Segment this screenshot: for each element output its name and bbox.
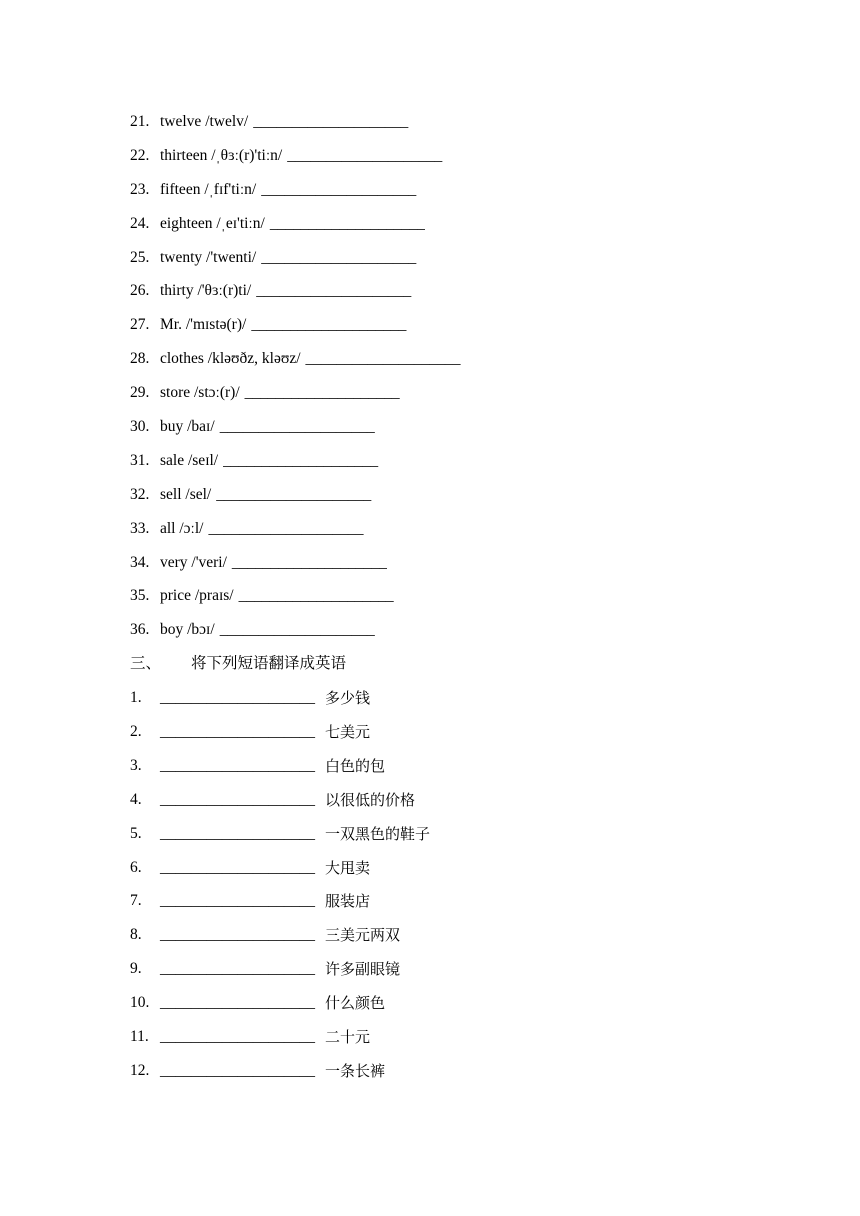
vocab-item (130, 450, 810, 484)
answer-blank: ____________________ (244, 384, 400, 402)
vocab-item (130, 585, 810, 619)
vocab-item-number: 27. (130, 316, 150, 334)
phrase-item-chinese: 以很低的价格 (325, 790, 416, 809)
answer-blank: ____________________ (160, 1061, 315, 1079)
phrase-item (130, 857, 810, 891)
phrase-item-number: 2. (130, 723, 142, 741)
vocab-item-word: boy /bɔɪ/ (160, 621, 215, 639)
section-heading (130, 653, 810, 687)
phrase-item (130, 789, 810, 823)
answer-blank: ____________________ (160, 723, 315, 741)
answer-blank: ____________________ (231, 553, 387, 571)
phrase-item-number: 6. (130, 858, 142, 876)
phrase-item-number: 11. (130, 1028, 149, 1046)
vocab-item (130, 179, 810, 213)
phrase-item-number: 7. (130, 892, 142, 910)
vocab-item (130, 213, 810, 247)
vocab-item-word: clothes /kləʊðz, kləʊz/ (160, 350, 301, 368)
vocab-item-word: buy /baɪ/ (160, 418, 215, 436)
vocab-item-number: 29. (130, 384, 150, 402)
vocab-item (130, 382, 810, 416)
vocab-item (130, 552, 810, 586)
answer-blank: ____________________ (160, 689, 315, 707)
answer-blank: ____________________ (160, 824, 315, 842)
answer-blank: ____________________ (251, 316, 407, 334)
vocab-item-number: 30. (130, 418, 150, 436)
phrase-item (130, 992, 810, 1026)
vocab-item-number: 36. (130, 621, 150, 639)
vocab-item-number: 31. (130, 451, 150, 469)
answer-blank: ____________________ (256, 282, 412, 300)
vocab-item-word: sale /seɪl/ (160, 451, 219, 469)
vocab-item-word: eighteen /ˌeɪ'tiːn/ (160, 214, 265, 232)
vocab-item-number: 32. (130, 485, 150, 503)
phrase-item-chinese: 二十元 (325, 1028, 371, 1047)
phrase-item-chinese: 许多副眼镜 (325, 960, 401, 979)
vocab-item (130, 619, 810, 653)
vocab-item-number: 23. (130, 180, 150, 198)
answer-blank: ____________________ (238, 587, 394, 605)
vocab-item-number: 26. (130, 282, 150, 300)
vocab-item-word: all /ɔːl/ (160, 519, 204, 537)
vocab-item (130, 111, 810, 145)
vocab-item-word: twelve /twelv/ (160, 113, 249, 130)
vocab-item (130, 518, 810, 552)
vocab-item-word: thirty /'θɜː(r)ti/ (160, 282, 252, 300)
phrase-item (130, 958, 810, 992)
vocab-item (130, 416, 810, 450)
phrase-item (130, 924, 810, 958)
answer-blank: ____________________ (160, 926, 315, 944)
answer-blank: ____________________ (253, 113, 409, 130)
vocab-item (130, 314, 810, 348)
vocab-item-number: 35. (130, 587, 150, 605)
phrase-item (130, 1060, 810, 1094)
phrase-item-chinese: 多少钱 (325, 689, 371, 708)
vocab-item-word: store /stɔː(r)/ (160, 384, 240, 402)
answer-blank: ____________________ (305, 350, 461, 368)
vocab-list (130, 111, 810, 653)
phrase-item (130, 1026, 810, 1060)
vocab-item-word: sell /sel/ (160, 485, 212, 503)
section-title: 将下列短语翻译成英语 (191, 655, 347, 673)
phrase-item-number: 1. (130, 689, 142, 707)
answer-blank: ____________________ (160, 1028, 315, 1046)
vocab-item-number: 22. (130, 146, 150, 164)
answer-blank: ____________________ (160, 994, 315, 1012)
worksheet-content (130, 111, 810, 1094)
phrase-item-chinese: 大甩卖 (325, 858, 371, 877)
answer-blank: ____________________ (223, 451, 379, 469)
phrase-item-chinese: 七美元 (325, 723, 371, 742)
phrase-list (130, 687, 810, 1094)
answer-blank: ____________________ (160, 756, 315, 774)
vocab-item-word: price /praɪs/ (160, 587, 234, 605)
answer-blank: ____________________ (287, 146, 443, 164)
vocab-item-number: 25. (130, 248, 150, 266)
phrase-item-number: 8. (130, 926, 142, 944)
vocab-item-number: 24. (130, 214, 150, 232)
answer-blank: ____________________ (261, 248, 417, 266)
answer-blank: ____________________ (261, 180, 417, 198)
answer-blank: ____________________ (219, 418, 375, 436)
vocab-item (130, 280, 810, 314)
phrase-item-chinese: 什么颜色 (325, 994, 386, 1013)
answer-blank: ____________________ (160, 960, 315, 978)
phrase-item-chinese: 一双黑色的鞋子 (325, 824, 431, 843)
phrase-item (130, 823, 810, 857)
vocab-item-number: 34. (130, 553, 150, 571)
phrase-item (130, 687, 810, 721)
phrase-item (130, 890, 810, 924)
answer-blank: ____________________ (160, 858, 315, 876)
phrase-item-chinese: 一条长裤 (325, 1061, 386, 1080)
answer-blank: ____________________ (160, 790, 315, 808)
vocab-item (130, 348, 810, 382)
vocab-item (130, 145, 810, 179)
vocab-item-word: thirteen /ˌθɜː(r)'tiːn/ (160, 146, 283, 164)
vocab-item (130, 247, 810, 281)
vocab-item-word: fifteen /ˌfɪf'tiːn/ (160, 180, 257, 198)
phrase-item-number: 3. (130, 756, 142, 774)
vocab-item-number: 21. (130, 113, 150, 130)
phrase-item (130, 721, 810, 755)
vocab-item-word: twenty /'twenti/ (160, 248, 257, 266)
answer-blank: ____________________ (216, 485, 372, 503)
answer-blank: ____________________ (160, 892, 315, 910)
vocab-item-number: 28. (130, 350, 150, 368)
vocab-item-number: 33. (130, 519, 150, 537)
phrase-item (130, 755, 810, 789)
phrase-item-number: 4. (130, 790, 142, 808)
section-number: 三、 (130, 655, 162, 673)
phrase-item-number: 12. (130, 1061, 150, 1079)
vocab-item-word: Mr. /'mɪstə(r)/ (160, 316, 247, 334)
phrase-item-number: 10. (130, 994, 150, 1012)
phrase-item-chinese: 服装店 (325, 892, 371, 911)
phrase-item-number: 9. (130, 960, 142, 978)
phrase-item-number: 5. (130, 824, 142, 842)
vocab-item-word: very /'veri/ (160, 553, 227, 571)
answer-blank: ____________________ (208, 519, 364, 537)
answer-blank: ____________________ (219, 621, 375, 639)
phrase-item-chinese: 三美元两双 (325, 926, 401, 945)
phrase-item-chinese: 白色的包 (325, 756, 386, 775)
vocab-item (130, 484, 810, 518)
answer-blank: ____________________ (269, 214, 425, 232)
